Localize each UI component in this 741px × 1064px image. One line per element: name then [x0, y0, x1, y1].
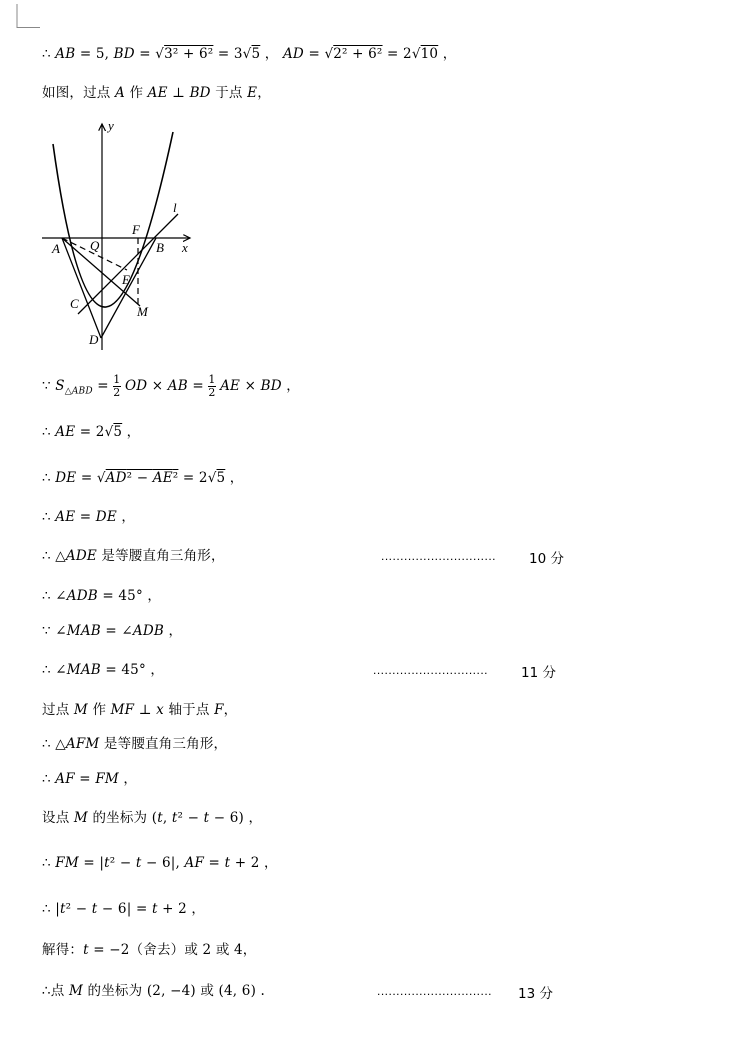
- line-area-formula: ∵ $S_{\triangle ABD} = 1$ 2 OD × AB = 1 2 AE × BD ，: [42, 373, 300, 399]
- label-a: A: [52, 241, 60, 256]
- page-corner-mark: [0, 0, 40, 28]
- line-draw-mf: 过点 M 作 MF ⊥ x 轴于点 F，: [42, 702, 238, 718]
- label-b: B: [156, 240, 164, 255]
- parabola-figure: [40, 118, 200, 350]
- line-solution-t: 解得：t = −2（舍去）或 2 或 4，: [42, 942, 257, 958]
- line-m-answer: ∴点 M 的坐标为 (2, −4) 或 (4, 6) .: [42, 983, 266, 999]
- line-angle-mab-eq-adb: ∵ ∠MAB = ∠ADB ，: [42, 623, 183, 639]
- score-13: 13 分: [518, 986, 553, 1002]
- line-isosceles-afm: ∴ △AFM 是等腰直角三角形，: [42, 736, 228, 752]
- line-draw-ae: 如图，过点 A 作 AE ⊥ BD 于点 E，: [42, 85, 271, 101]
- label-d: D: [89, 332, 99, 347]
- label-c: C: [70, 296, 79, 311]
- score-dots-11: ..............................: [373, 663, 489, 677]
- segment-ad: [62, 238, 101, 338]
- line-af-eq-fm: ∴ AF = FM ，: [42, 771, 138, 787]
- line-angle-mab: ∴ ∠MAB = 45° ，: [42, 662, 165, 678]
- line-l: [78, 214, 178, 314]
- label-q: Q: [90, 238, 100, 253]
- label-x: x: [182, 240, 188, 255]
- score-dots-10: ..............................: [381, 549, 497, 563]
- line-de-value: ∴ DE = √AD² − AE² = 2√5 ，: [42, 470, 244, 486]
- line-ae-value: ∴ AE = 2√5 ，: [42, 424, 141, 440]
- line-isosceles-ade: ∴ △ADE 是等腰直角三角形，: [42, 548, 225, 564]
- label-f: F: [132, 222, 140, 237]
- label-e: E: [122, 272, 130, 287]
- line-fm-af: ∴ FM = |t² − t − 6|, AF = t + 2 ，: [42, 855, 278, 871]
- line-abs-equation: ∴ |t² − t − 6| = t + 2 ，: [42, 901, 206, 917]
- segment-bd: [101, 238, 156, 338]
- label-y: y: [108, 118, 114, 133]
- label-l: l: [173, 200, 177, 215]
- line-ab-bd-ad: ∴ AB = 5, BD = √3² + 6² = 3√5 ， AD = √2² + 6² = 2√10 ，: [42, 46, 457, 62]
- score-10: 10 分: [529, 551, 564, 567]
- score-11: 11 分: [521, 665, 556, 681]
- parabola-curve: [53, 132, 173, 307]
- line-angle-adb: ∴ ∠ADB = 45° ，: [42, 588, 162, 604]
- line-ae-eq-de: ∴ AE = DE ，: [42, 509, 136, 525]
- score-dots-13: ..............................: [377, 984, 493, 998]
- line-m-coordinates: 设点 M 的坐标为 (t, t² − t − 6) ，: [42, 810, 263, 826]
- label-m: M: [137, 304, 148, 319]
